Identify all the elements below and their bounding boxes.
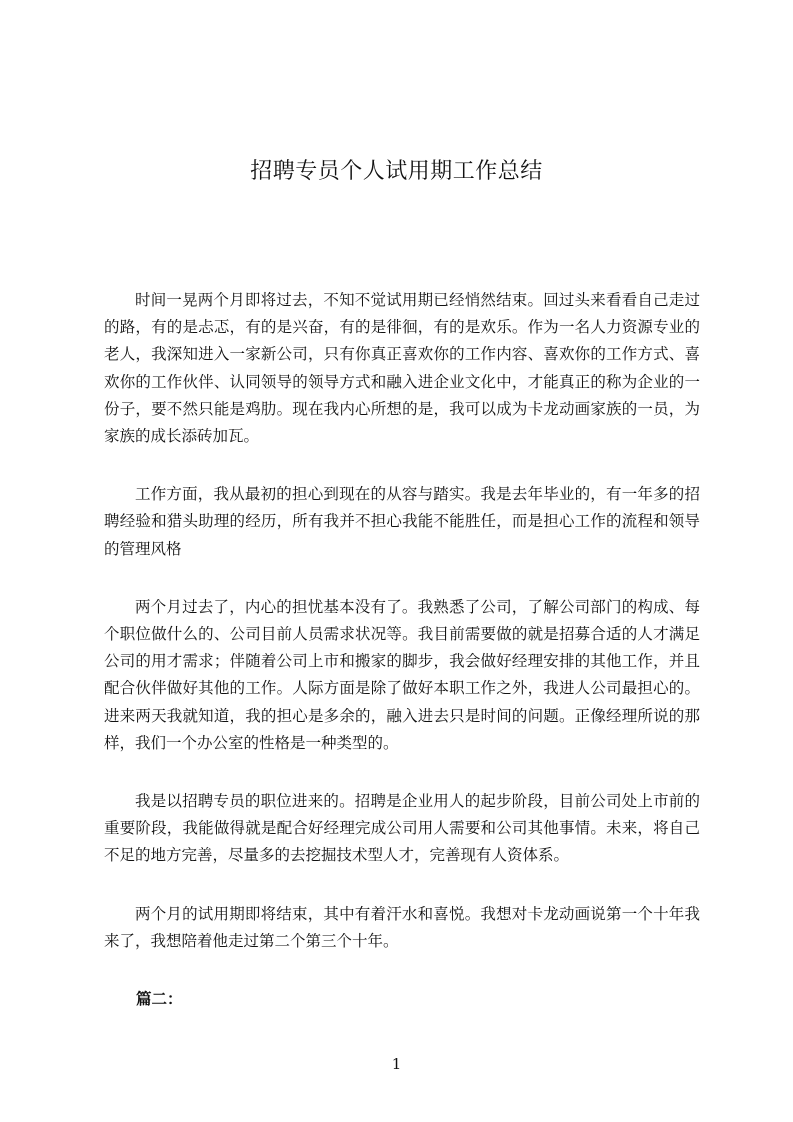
paragraph-work: 工作方面，我从最初的担心到现在的从容与踏实。我是去年毕业的，有一年多的招聘经验和猎头助理的经历，所有我并不担心我能不能胜任，而是担心工作的流程和领导的管理风格: [104, 485, 700, 558]
paragraph-position: 我是以招聘专员的职位进来的。招聘是企业用人的起步阶段，目前公司处上市前的重要阶段，我能做得就是配合好经理完成公司用人需要和公司其他事情。未来，将自己不足的地方完善，尽量多的去挖掘技术型人才，完善现有人资体系。: [104, 792, 700, 865]
paragraph-two-months: 两个月过去了，内心的担忧基本没有了。我熟悉了公司，了解公司部门的构成、每个职位做什么的、公司目前人员需求状况等。我目前需要做的就是招募合适的人才满足公司的用才需求；伴随着公司上市和搬家的脚步，我会做好经理安排的其他工作，并且配合伙伴做好其他的工作。人际方面是除了做好本职工作之外，我进人公司最担心的。进来两天我就知道，我的担心是多余的，融入进去只是时间的问题。正像经理所说的那样，我们一个办公室的性格是一种类型的。: [104, 597, 700, 752]
paragraph-intro: 时间一晃两个月即将过去，不知不觉试用期已经悄然结束。回过头来看看自己走过的路，有的是忐忑，有的是兴奋，有的是徘徊，有的是欢乐。作为一名人力资源专业的老人，我深知进入一家新公司，只有你真正喜欢你的工作内容、喜欢你的工作方式、喜欢你的工作伙伴、认同领导的领导方式和融入进企业文化中，才能真正的称为企业的一份子，要不然只能是鸡肋。现在我内心所想的是，我可以成为卡龙动画家族的一员，为家族的成长添砖加瓦。: [104, 291, 700, 446]
section-heading: 篇二：: [136, 990, 183, 1009]
paragraph-closing: 两个月的试用期即将结束，其中有着汗水和喜悦。我想对卡龙动画说第一个十年我来了，我想陪着他走过第二个第三个十年。: [104, 904, 700, 950]
page-number: 1: [391, 1055, 402, 1073]
page-title: 招聘专员个人试用期工作总结: [250, 158, 543, 184]
document-body: [104, 287, 700, 1013]
